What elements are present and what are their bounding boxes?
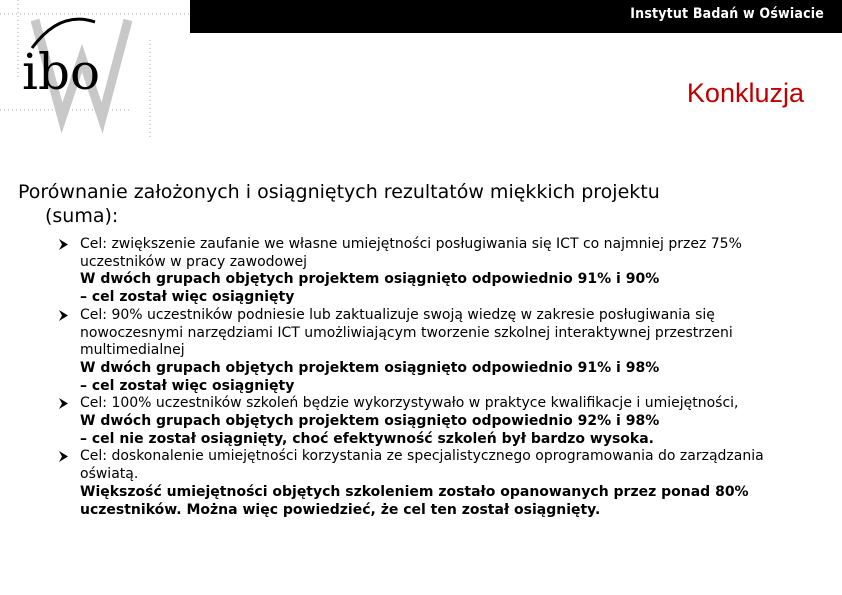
list-item [58, 307, 818, 396]
goal-result: Większość umiejętności objętych szkoleniem zostało opanowanych przez ponad 80% uczestników. Można więc powiedzieć, że cel ten został osiągnięty. [80, 483, 749, 518]
goal-text: 100% uczestników szkoleń będzie wykorzystywało w praktyce kwalifikacje i umiejętności, [107, 395, 739, 412]
goal-text: 90% uczestników podniesie lub zaktualizuje swoją wiedzę w zakresie posługiwania się nowoczesnymi narzędziami ICT umożliwiającym tworzenie szkolnej interaktywnej przestrzeni multimedialnej [80, 306, 733, 359]
arrow-bullet-icon [58, 239, 69, 250]
ibo-logo [0, 0, 190, 140]
goal-result: W dwóch grupach objętych projektem osiągnięto odpowiednio 91% i 90% [80, 271, 660, 288]
goal-result: W dwóch grupach objętych projektem osiągnięto odpowiednio 92% i 98% [80, 413, 660, 430]
goal-text: doskonalenie umiejętności korzystania ze specjalistycznego oprogramowania do zarządzania oświatą. [80, 448, 764, 483]
main-heading [18, 180, 798, 228]
goal-label: Cel: [80, 236, 107, 252]
arrow-bullet-icon [58, 451, 69, 462]
heading-line-2: (suma): [45, 205, 119, 227]
goal-label: Cel: [80, 395, 107, 412]
goal-conclusion: – cel został więc osiągnięty [80, 377, 295, 394]
list-item [58, 448, 818, 519]
goal-label: Cel: [80, 448, 107, 465]
list-item [58, 395, 818, 448]
goals-list [58, 236, 818, 519]
header-bar [190, 0, 842, 33]
goal-conclusion: – cel został więc osiągnięty [80, 289, 295, 306]
goal-label: Cel: [80, 306, 107, 323]
arrow-bullet-icon [58, 310, 69, 321]
goal-text: zwiększenie zaufanie we własne umiejętności posługiwania się ICT co najmniej przez 75% uczestników w pracy zawodowej [80, 236, 742, 270]
organization-name: Instytut Badań w Oświacie [630, 6, 824, 22]
arrow-bullet-icon [58, 398, 69, 409]
goal-result: W dwóch grupach objętych projektem osiągnięto odpowiednio 91% i 98% [80, 359, 660, 376]
slide-title: Konkluzja [686, 78, 804, 108]
goal-conclusion: – cel nie został osiągnięty, choć efektywność szkoleń był bardzo wysoka. [80, 430, 654, 447]
list-item [58, 236, 818, 307]
heading-line-1: Porównanie założonych i osiągniętych rezultatów miękkich projektu [18, 181, 660, 203]
logo-text: ibo [22, 43, 101, 101]
